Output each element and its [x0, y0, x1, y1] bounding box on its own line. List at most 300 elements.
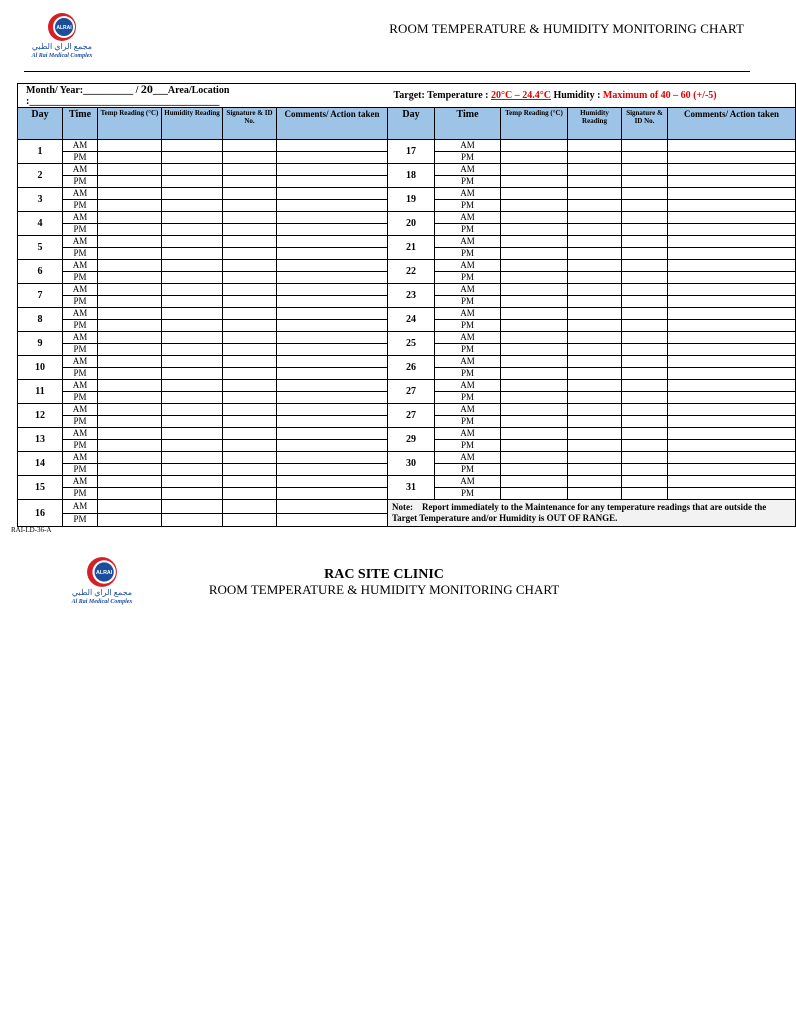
temp-reading-cell[interactable]	[501, 332, 568, 344]
time-label: AM	[63, 284, 98, 296]
time-label: AM	[63, 356, 98, 368]
humidity-reading-cell[interactable]	[162, 320, 223, 332]
humidity-reading-cell[interactable]	[162, 452, 223, 464]
temp-reading-cell[interactable]	[98, 212, 162, 224]
comments-cell[interactable]	[277, 488, 388, 500]
signature-cell[interactable]	[223, 152, 277, 164]
comments-cell[interactable]	[668, 440, 796, 452]
col-humidity-reading: Humidity Reading	[162, 108, 223, 140]
humidity-reading-cell[interactable]	[568, 224, 622, 236]
humidity-reading-cell[interactable]	[568, 344, 622, 356]
temp-reading-cell[interactable]	[501, 416, 568, 428]
humidity-reading-cell[interactable]	[568, 152, 622, 164]
month-year-label: Month/ Year:	[26, 85, 84, 96]
signature-cell[interactable]	[223, 428, 277, 440]
humidity-reading-cell[interactable]	[162, 200, 223, 212]
comments-cell[interactable]	[668, 368, 796, 380]
temp-reading-cell[interactable]	[98, 140, 162, 152]
comments-cell[interactable]	[668, 380, 796, 392]
temp-reading-cell[interactable]	[501, 140, 568, 152]
signature-cell[interactable]	[223, 236, 277, 248]
temp-reading-cell[interactable]	[98, 464, 162, 476]
comments-cell[interactable]	[668, 176, 796, 188]
comments-cell[interactable]	[277, 176, 388, 188]
comments-cell[interactable]	[668, 356, 796, 368]
comments-cell[interactable]	[277, 368, 388, 380]
temp-reading-cell[interactable]	[98, 368, 162, 380]
signature-cell[interactable]	[223, 296, 277, 308]
signature-cell[interactable]	[223, 212, 277, 224]
signature-cell[interactable]	[223, 176, 277, 188]
time-label: AM	[435, 380, 501, 392]
signature-cell[interactable]	[223, 308, 277, 320]
signature-cell[interactable]	[223, 476, 277, 488]
humidity-reading-cell[interactable]	[162, 236, 223, 248]
temp-reading-cell[interactable]	[98, 356, 162, 368]
temp-reading-cell[interactable]	[98, 224, 162, 236]
comments-cell[interactable]	[277, 500, 388, 514]
temp-reading-cell[interactable]	[501, 476, 568, 488]
day-number: 12	[18, 404, 63, 428]
comments-cell[interactable]	[277, 356, 388, 368]
comments-cell[interactable]	[277, 308, 388, 320]
comments-cell[interactable]	[277, 452, 388, 464]
comments-cell[interactable]	[277, 404, 388, 416]
signature-cell[interactable]	[223, 380, 277, 392]
day-number: 23	[388, 284, 435, 308]
humidity-reading-cell[interactable]	[568, 248, 622, 260]
signature-cell[interactable]	[622, 464, 668, 476]
comments-cell[interactable]	[277, 212, 388, 224]
humidity-reading-cell[interactable]	[568, 236, 622, 248]
humidity-reading-cell[interactable]	[162, 368, 223, 380]
day-number: 2	[18, 164, 63, 188]
temp-reading-cell[interactable]	[98, 284, 162, 296]
time-label: PM	[435, 152, 501, 164]
signature-cell[interactable]	[622, 200, 668, 212]
humidity-reading-cell[interactable]	[568, 440, 622, 452]
day-number: 29	[388, 428, 435, 452]
signature-cell[interactable]	[622, 164, 668, 176]
temp-reading-cell[interactable]	[98, 500, 162, 514]
day-number: 16	[18, 500, 63, 527]
comments-cell[interactable]	[668, 476, 796, 488]
humidity-reading-cell[interactable]	[162, 140, 223, 152]
signature-cell[interactable]	[622, 428, 668, 440]
humidity-reading-cell[interactable]	[568, 368, 622, 380]
temp-reading-cell[interactable]	[501, 284, 568, 296]
comments-cell[interactable]	[277, 320, 388, 332]
signature-cell[interactable]	[223, 404, 277, 416]
temp-reading-cell[interactable]	[501, 440, 568, 452]
comments-cell[interactable]	[277, 380, 388, 392]
time-label: PM	[435, 320, 501, 332]
temp-reading-cell[interactable]	[98, 440, 162, 452]
humidity-reading-cell[interactable]	[162, 344, 223, 356]
signature-cell[interactable]	[223, 452, 277, 464]
humidity-reading-cell[interactable]	[162, 284, 223, 296]
signature-cell[interactable]	[223, 200, 277, 212]
humidity-reading-cell[interactable]	[162, 476, 223, 488]
comments-cell[interactable]	[668, 188, 796, 200]
temp-reading-cell[interactable]	[501, 200, 568, 212]
time-label: PM	[63, 320, 98, 332]
temp-reading-cell[interactable]	[98, 164, 162, 176]
temp-reading-cell[interactable]	[98, 428, 162, 440]
comments-cell[interactable]	[277, 513, 388, 527]
signature-cell[interactable]	[622, 320, 668, 332]
temp-reading-cell[interactable]	[98, 392, 162, 404]
temp-reading-cell[interactable]	[98, 332, 162, 344]
humidity-reading-cell[interactable]	[568, 212, 622, 224]
comments-cell[interactable]	[668, 152, 796, 164]
temp-reading-cell[interactable]	[98, 200, 162, 212]
signature-cell[interactable]	[622, 248, 668, 260]
chart-subtitle: ROOM TEMPERATURE & HUMIDITY MONITORING CHART	[208, 582, 560, 597]
time-label: AM	[63, 428, 98, 440]
comments-cell[interactable]	[668, 212, 796, 224]
signature-cell[interactable]	[622, 392, 668, 404]
time-label: PM	[63, 513, 98, 527]
temp-reading-cell[interactable]	[98, 152, 162, 164]
humidity-reading-cell[interactable]	[568, 488, 622, 500]
humidity-reading-cell[interactable]	[162, 248, 223, 260]
humidity-reading-cell[interactable]	[568, 464, 622, 476]
area-location-field[interactable]: ______________________________________	[29, 96, 220, 107]
comments-cell[interactable]	[668, 248, 796, 260]
time-label: PM	[63, 224, 98, 236]
signature-cell[interactable]	[223, 368, 277, 380]
signature-cell[interactable]	[622, 476, 668, 488]
humidity-reading-cell[interactable]	[568, 392, 622, 404]
signature-cell[interactable]	[223, 488, 277, 500]
temp-reading-cell[interactable]	[98, 416, 162, 428]
humidity-reading-cell[interactable]	[162, 308, 223, 320]
humidity-reading-cell[interactable]	[162, 212, 223, 224]
temp-reading-cell[interactable]	[501, 188, 568, 200]
signature-cell[interactable]	[223, 140, 277, 152]
temp-reading-cell[interactable]	[98, 476, 162, 488]
temp-reading-cell[interactable]	[501, 176, 568, 188]
comments-cell[interactable]	[277, 296, 388, 308]
comments-cell[interactable]	[277, 464, 388, 476]
signature-cell[interactable]	[223, 164, 277, 176]
table-row	[18, 476, 796, 488]
humidity-reading-cell[interactable]	[568, 476, 622, 488]
time-label: PM	[63, 200, 98, 212]
comments-cell[interactable]	[668, 236, 796, 248]
temp-reading-cell[interactable]	[501, 224, 568, 236]
humidity-reading-cell[interactable]	[162, 332, 223, 344]
comments-cell[interactable]	[668, 224, 796, 236]
signature-cell[interactable]	[622, 452, 668, 464]
humidity-reading-cell[interactable]	[568, 428, 622, 440]
comments-cell[interactable]	[668, 464, 796, 476]
signature-cell[interactable]	[223, 392, 277, 404]
comments-cell[interactable]	[668, 488, 796, 500]
signature-cell[interactable]	[622, 212, 668, 224]
time-label: AM	[435, 476, 501, 488]
day-number: 19	[388, 188, 435, 212]
time-label: PM	[63, 392, 98, 404]
humidity-reading-cell[interactable]	[568, 404, 622, 416]
temp-reading-cell[interactable]	[98, 272, 162, 284]
comments-cell[interactable]	[277, 332, 388, 344]
humidity-reading-cell[interactable]	[568, 272, 622, 284]
temp-reading-cell[interactable]	[98, 320, 162, 332]
comments-cell[interactable]	[668, 296, 796, 308]
comments-cell[interactable]	[277, 416, 388, 428]
temp-reading-cell[interactable]	[98, 488, 162, 500]
signature-cell[interactable]	[622, 368, 668, 380]
signature-cell[interactable]	[622, 356, 668, 368]
comments-cell[interactable]	[277, 440, 388, 452]
area-location-label: Area/Location :	[26, 85, 230, 107]
humidity-reading-cell[interactable]	[162, 152, 223, 164]
signature-cell[interactable]	[622, 140, 668, 152]
target-humidity: Maximum of 40 – 60 (+/-5)	[602, 90, 717, 101]
humidity-reading-cell[interactable]	[568, 200, 622, 212]
signature-cell[interactable]	[223, 513, 277, 527]
temp-reading-cell[interactable]	[98, 513, 162, 527]
humidity-reading-cell[interactable]	[162, 272, 223, 284]
signature-cell[interactable]	[223, 284, 277, 296]
humidity-reading-cell[interactable]	[568, 284, 622, 296]
month-field[interactable]: __________	[83, 85, 134, 96]
signature-cell[interactable]	[223, 416, 277, 428]
temp-reading-cell[interactable]	[501, 380, 568, 392]
comments-cell[interactable]	[277, 476, 388, 488]
col-humidity-reading: Humidity Reading	[568, 108, 622, 140]
comments-cell[interactable]	[277, 164, 388, 176]
temp-reading-cell[interactable]	[501, 236, 568, 248]
time-label: AM	[63, 260, 98, 272]
temp-reading-cell[interactable]	[98, 308, 162, 320]
temp-reading-cell[interactable]	[98, 404, 162, 416]
comments-cell[interactable]	[277, 236, 388, 248]
comments-cell[interactable]	[668, 284, 796, 296]
humidity-reading-cell[interactable]	[568, 296, 622, 308]
signature-cell[interactable]	[622, 308, 668, 320]
temp-reading-cell[interactable]	[501, 356, 568, 368]
humidity-reading-cell[interactable]	[568, 164, 622, 176]
signature-cell[interactable]	[622, 488, 668, 500]
humidity-reading-cell[interactable]	[162, 404, 223, 416]
temp-reading-cell[interactable]	[98, 380, 162, 392]
temp-reading-cell[interactable]	[501, 248, 568, 260]
temp-reading-cell[interactable]	[501, 464, 568, 476]
comments-cell[interactable]	[668, 320, 796, 332]
col-day: Day	[18, 108, 63, 140]
comments-cell[interactable]	[668, 308, 796, 320]
humidity-reading-cell[interactable]	[162, 380, 223, 392]
comments-cell[interactable]	[668, 332, 796, 344]
humidity-reading-cell[interactable]	[162, 488, 223, 500]
time-label: AM	[435, 356, 501, 368]
signature-cell[interactable]	[223, 344, 277, 356]
temp-reading-cell[interactable]	[501, 212, 568, 224]
day-number: 27	[388, 380, 435, 404]
humidity-reading-cell[interactable]	[162, 428, 223, 440]
temp-reading-cell[interactable]	[501, 308, 568, 320]
temp-reading-cell[interactable]	[98, 452, 162, 464]
time-label: PM	[63, 488, 98, 500]
humidity-reading-cell[interactable]	[568, 356, 622, 368]
comments-cell[interactable]	[668, 140, 796, 152]
temp-reading-cell[interactable]	[501, 392, 568, 404]
comments-cell[interactable]	[668, 452, 796, 464]
humidity-reading-cell[interactable]	[162, 464, 223, 476]
humidity-reading-cell[interactable]	[162, 513, 223, 527]
humidity-reading-cell[interactable]	[568, 308, 622, 320]
signature-cell[interactable]	[223, 224, 277, 236]
signature-cell[interactable]	[622, 188, 668, 200]
comments-cell[interactable]	[277, 392, 388, 404]
humidity-reading-cell[interactable]	[162, 356, 223, 368]
humidity-reading-cell[interactable]	[162, 500, 223, 514]
humidity-reading-cell[interactable]	[162, 392, 223, 404]
temp-reading-cell[interactable]	[98, 344, 162, 356]
table-row	[18, 164, 796, 176]
year-field[interactable]: ___	[152, 85, 168, 96]
svg-text:ALRAI: ALRAI	[56, 25, 72, 31]
day-number: 18	[388, 164, 435, 188]
humidity-reading-cell[interactable]	[568, 260, 622, 272]
signature-cell[interactable]	[223, 440, 277, 452]
temp-reading-cell[interactable]	[98, 248, 162, 260]
signature-cell[interactable]	[223, 500, 277, 514]
temp-reading-cell[interactable]	[98, 296, 162, 308]
signature-cell[interactable]	[223, 188, 277, 200]
temp-reading-cell[interactable]	[98, 176, 162, 188]
humidity-reading-cell[interactable]	[162, 260, 223, 272]
signature-cell[interactable]	[622, 284, 668, 296]
comments-cell[interactable]	[668, 344, 796, 356]
temp-reading-cell[interactable]	[501, 152, 568, 164]
signature-cell[interactable]	[622, 176, 668, 188]
table-row	[18, 428, 796, 440]
humidity-reading-cell[interactable]	[568, 140, 622, 152]
time-label: PM	[435, 272, 501, 284]
time-label: PM	[63, 416, 98, 428]
signature-cell[interactable]	[622, 272, 668, 284]
humidity-reading-cell[interactable]	[568, 452, 622, 464]
temp-reading-cell[interactable]	[501, 320, 568, 332]
humidity-reading-cell[interactable]	[568, 188, 622, 200]
signature-cell[interactable]	[622, 404, 668, 416]
temp-reading-cell[interactable]	[501, 452, 568, 464]
comments-cell[interactable]	[277, 188, 388, 200]
comments-cell[interactable]	[277, 344, 388, 356]
humidity-reading-cell[interactable]	[162, 164, 223, 176]
comments-cell[interactable]	[277, 224, 388, 236]
signature-cell[interactable]	[622, 416, 668, 428]
temp-reading-cell[interactable]	[501, 260, 568, 272]
temp-reading-cell[interactable]	[98, 188, 162, 200]
signature-cell[interactable]	[622, 332, 668, 344]
humidity-reading-cell[interactable]	[162, 224, 223, 236]
day-number: 10	[18, 356, 63, 380]
comments-cell[interactable]	[277, 428, 388, 440]
comments-cell[interactable]	[668, 272, 796, 284]
time-label: PM	[435, 296, 501, 308]
comments-cell[interactable]	[277, 284, 388, 296]
humidity-reading-cell[interactable]	[568, 320, 622, 332]
time-label: PM	[63, 248, 98, 260]
humidity-reading-cell[interactable]	[162, 416, 223, 428]
comments-cell[interactable]	[277, 248, 388, 260]
col-signature: Signature & ID No.	[622, 108, 668, 140]
signature-cell[interactable]	[223, 356, 277, 368]
comments-cell[interactable]	[277, 200, 388, 212]
signature-cell[interactable]	[223, 260, 277, 272]
signature-cell[interactable]	[223, 320, 277, 332]
comments-cell[interactable]	[668, 404, 796, 416]
comments-cell[interactable]	[668, 416, 796, 428]
temp-reading-cell[interactable]	[501, 272, 568, 284]
comments-cell[interactable]	[668, 428, 796, 440]
temp-reading-cell[interactable]	[501, 428, 568, 440]
humidity-reading-cell[interactable]	[568, 176, 622, 188]
comments-cell[interactable]	[277, 272, 388, 284]
temp-reading-cell[interactable]	[98, 236, 162, 248]
day-number: 15	[18, 476, 63, 500]
time-label: AM	[435, 164, 501, 176]
svg-text:ALRAI: ALRAI	[95, 570, 113, 577]
temp-reading-cell[interactable]	[501, 488, 568, 500]
signature-cell[interactable]	[622, 380, 668, 392]
signature-cell[interactable]	[622, 224, 668, 236]
comments-cell[interactable]	[668, 200, 796, 212]
logo-english-name: Al Rai Medical Complex	[31, 53, 93, 59]
signature-cell[interactable]	[223, 332, 277, 344]
time-label: AM	[435, 236, 501, 248]
humidity-reading-cell[interactable]	[568, 416, 622, 428]
temp-reading-cell[interactable]	[501, 368, 568, 380]
humidity-reading-cell[interactable]	[162, 440, 223, 452]
time-label: PM	[63, 440, 98, 452]
comments-cell[interactable]	[668, 260, 796, 272]
signature-cell[interactable]	[223, 248, 277, 260]
signature-cell[interactable]	[223, 272, 277, 284]
table-row	[18, 236, 796, 248]
temp-reading-cell[interactable]	[501, 344, 568, 356]
signature-cell[interactable]	[622, 260, 668, 272]
comments-cell[interactable]	[668, 392, 796, 404]
temp-reading-cell[interactable]	[501, 296, 568, 308]
humidity-reading-cell[interactable]	[162, 296, 223, 308]
temp-reading-cell[interactable]	[501, 164, 568, 176]
humidity-reading-cell[interactable]	[162, 188, 223, 200]
comments-cell[interactable]	[277, 260, 388, 272]
signature-cell[interactable]	[622, 152, 668, 164]
signature-cell[interactable]	[622, 296, 668, 308]
temp-reading-cell[interactable]	[501, 404, 568, 416]
humidity-reading-cell[interactable]	[568, 332, 622, 344]
humidity-reading-cell[interactable]	[162, 176, 223, 188]
signature-cell[interactable]	[223, 464, 277, 476]
temp-reading-cell[interactable]	[98, 260, 162, 272]
day-number: 25	[388, 332, 435, 356]
signature-cell[interactable]	[622, 440, 668, 452]
comments-cell[interactable]	[668, 164, 796, 176]
signature-cell[interactable]	[622, 236, 668, 248]
humidity-reading-cell[interactable]	[568, 380, 622, 392]
comments-cell[interactable]	[277, 152, 388, 164]
table-row	[18, 308, 796, 320]
comments-cell[interactable]	[277, 140, 388, 152]
signature-cell[interactable]	[622, 344, 668, 356]
